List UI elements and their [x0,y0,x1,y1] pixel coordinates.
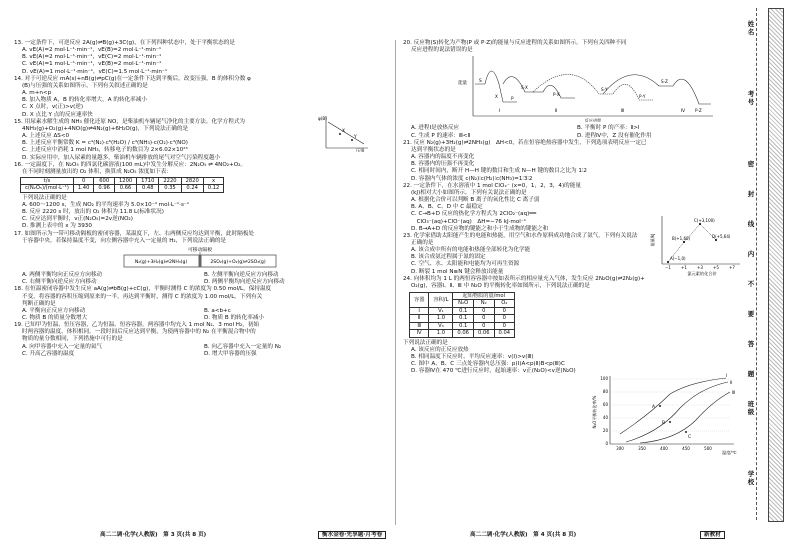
svg-text:350: 350 [638,446,646,451]
svg-text:C(+3,100): C(+3,100) [694,218,715,223]
svg-text:φ(B): φ(B) [318,116,327,121]
svg-text:S: S [479,79,482,85]
field-school: 学校 [747,470,755,486]
svg-text:S·Z: S·Z [661,79,668,85]
svg-text:N₂(g)+3H₂(g)⇌2NH₃(g): N₂(g)+3H₂(g)⇌2NH₃(g) [134,259,188,265]
question-13: 13. 一定条件下，可逆反应 2A(g)⇌B(g)+3C(g)，在下列四种状态中，处于平衡状态的是 A. vE(A)=2 mol·L⁻¹·min⁻¹，vE(B)=2 mol·L⁻¹·min⁻¹ B. vE(A)=2 mol·L⁻¹·min⁻¹，vE(C)=2 mol·L⁻¹·min⁻¹ C. vE(A)=1 mol·L⁻¹·min⁻¹，vE(B)=2 mol·L⁻¹·min⁻¹ D. vE(A)=1 mol·L⁻¹·min⁻¹，vE(C)=1.5 mol·L⁻¹·min⁻¹ [14,40,235,75]
svg-text:S·X: S·X [521,85,528,91]
q14-graph [318,114,370,152]
q22-energy-graph [650,214,742,276]
svg-text:Ⅱ: Ⅱ [555,109,558,115]
question-20: 20. 反应物(S)转化为产物(P 或 P·Z)的能量与反应进程的关系如图所示。下列有关四种不同 反应进程的说法错误的是 能量 反应进程 S X S·X P·X P S·Y P·Y S·Z P·Z Ⅰ Ⅱ Ⅲ Ⅳ A. 进程Ⅰ是放热反应 B. 平衡时 P 的产率：Ⅱ>Ⅰ C. 生成 P 的速率：Ⅲ<Ⅱ D. 进程Ⅳ中，Z 没有催化作用 [403,40,743,140]
svg-text:80: 80 [602,389,608,394]
svg-text:D(+5,64): D(+5,64) [712,234,731,239]
svg-text:60: 60 [602,402,608,407]
svg-text:P·Y: P·Y [639,94,646,100]
question-18: 18. 在恒温密闭容器中发生反应 aA(g)⇌bB(g)+cC(g)，平衡时测得 C 的浓度为 0.50 mol/L，保持温度 不变，将容器的容积压缩到原来的一半，再达到平衡时，测得 C 的浓度为 1.00 mol/L。下列有关 判断正确的是 A. 平衡向正反应方向移动 B. a<b+c C. 物质 B 的质量分数增大 D. 物质 B 的转化率减小 [14,286,272,321]
svg-text:Ⅲ: Ⅲ [732,390,735,395]
svg-text:N₂O平衡转化率/%: N₂O平衡转化率/% [592,395,597,429]
svg-text:S·Y: S·Y [601,87,608,93]
seal-char: 内 [747,250,755,258]
svg-text:Ⅲ: Ⅲ [621,109,625,115]
question-19: 19. 已知甲为恒温、恒压容器，乙为恒温、恒容容器。两容器中均充入 1 mol N₂、3 mol H₂，初始 时两容器的温度、体积相同。一段时间后反应达到平衡，为使两容器中的 N₂ 在平衡混合物中的 物质的量分数相同，下列措施中可行的是 A. 向甲容器中充入一定量的氦气 B. 向乙容器中充入一定量的 N₂ C. 升高乙容器的温度 D. 增大甲容器的压强 [14,322,282,357]
svg-text:−1: −1 [665,265,671,270]
svg-text:C: C [688,435,692,440]
question-14: 14. 对于可逆反应 mA(s)+nB(g)⇌pC(g)在一定条件下达到平衡后，改变压强，B 的体积分数 φ (B)与压强的关系如图所示，下列有关叙述正确的是 A. m+n<p B. 加入物质 A，B 的转化率增大，A 的转化率减小 C. X 点时，v(正)>v(逆) D. X 点比 Y 点的反应速率快 [14,75,251,118]
svg-text:Ⅰ: Ⅰ [499,109,501,115]
field-class: 班级 [747,400,755,416]
q16-data-table [20,177,224,193]
seal-line [756,8,757,520]
svg-text:Ⅰ: Ⅰ [726,373,728,378]
svg-text:P·Z: P·Z [695,108,702,114]
question-24: 24. 向体积均为 1 L 的两恒容容器中按如表所示的相应量充入气体，发生反应 2N₂O(g)⇌2N₂(g)+ O₂(g)，容器Ⅰ、Ⅱ、Ⅲ 中 N₂O 的平衡转化率如图所示，下列说法正确的是 容器 容积/L 起始物质的量/mol N₂O N₂ O₂ Ⅰ V₁ 0.1 0 0 Ⅱ 1.0 0.1 0 0 Ⅲ V₃ 0.1 0 0 Ⅳ 1.0 0.06 0.06 0.04 下列说法正确的是 A. 该反应的正反应放热 B. 相同温度下反应时，平均反应速率：v(Ⅰ)>v(Ⅲ) C. 图中 A、B、C 三点处容器内总压强：p(Ⅰ)A<p(Ⅱ)B<p(Ⅲ)C D. 容器Ⅳ在 470 ℃进行反应时，起始速率：v正(N₂O)<v逆(N₂O) [403,275,645,375]
svg-text:A(−1,0): A(−1,0) [670,256,686,261]
table-row: Ⅳ 1.0 0.06 0.06 0.04 [410,330,515,337]
svg-text:450: 450 [682,446,690,451]
field-exam-number: 考号 [747,90,755,106]
table-row: t/s 0 600 1200 1710 2220 2820 x [21,177,224,184]
svg-text:能量/kJ: 能量/kJ [650,233,655,247]
svg-text:Y: Y [354,135,357,140]
footer-left: 高二二调·化学(人教版) 第 3 页(共 8 页) [100,532,207,538]
svg-text:+7: +7 [729,265,735,270]
svg-text:X: X [495,94,498,100]
svg-text:300: 300 [616,446,624,451]
q17-container-diagram [14,245,386,269]
right-column [403,40,743,375]
seal-char: 封 [747,190,755,198]
svg-text:0: 0 [605,441,608,446]
question-15: 15. 用尿素水解生成的 NH₃ 催化还原 NO，是柴油机车辆尾气净化的主要方法。化学方程式为 4NH₃(g)+O₂(g)+4NO(g)⇌4N₂(g)+6H₂O(g)，下列说法正确的是 A. 上述反应 ΔS<0 B. 上述反应平衡常数 K = c⁴(N₂)·c⁶(H₂O) / c⁴(NH₃)·c(O₂)·c⁴(NO) C. 上述反应中消耗 1 mol NH₃，转移电子的数目为 2×6.02×10²³ D. 实际应用中，加入尿素的量越多，柴油机车辆排放的尾气对空气污染程度越小 [14,118,246,161]
seal-char: 要 [747,310,755,318]
footer-right-page: 高二二调·化学(人教版) 第 4 页(共 8 页) [470,532,577,538]
svg-text:反应进程: 反应进程 [584,118,602,123]
table-row: Ⅲ V₃ 0.1 0 0 [410,322,515,329]
svg-text:A: A [652,405,656,410]
svg-text:P: P [511,96,514,102]
q20-energy-diagram [403,54,743,122]
svg-text:100: 100 [600,376,608,381]
svg-text:B(+1,60): B(+1,60) [672,236,691,241]
q24-data-table [409,292,515,337]
svg-text:氯元素的化合价: 氯元素的化合价 [687,271,717,276]
seal-char: 不 [747,280,755,288]
svg-text:可移动隔板: 可移动隔板 [188,247,212,253]
svg-text:500: 500 [704,446,712,451]
svg-text:400: 400 [660,446,668,451]
svg-text:40: 40 [602,415,608,420]
svg-text:能量: 能量 [458,81,467,87]
svg-text:+1: +1 [681,265,687,270]
seal-char: 密 [747,160,755,168]
q24-conversion-graph [590,372,740,458]
svg-text:温度/℃: 温度/℃ [722,450,737,455]
svg-text:Ⅱ: Ⅱ [730,380,733,385]
field-name: 姓名 [747,20,755,36]
question-23: 23. 化学家借助太阳能产生的电能和热能，用空气和水作原料成功地合成了氨气。下列有关说法 正确的是 A. 该合成中所有的电能和热能全部转化为化学能 B. 该合成氨过程属于氮的固定 C. 空气、水、太阳能和电能均为可再生资源 D. 断裂 1 mol N≡N 键会释放出能量 [403,232,638,275]
footer-brand: 衡水金卷·先享题·月考卷 [318,531,386,539]
svg-text:Ⅳ: Ⅳ [681,109,686,115]
seal-char: 答 [747,340,755,348]
table-row: Ⅰ V₁ 0.1 0 0 [410,307,515,314]
column-divider [395,40,396,525]
svg-text:+3: +3 [697,265,703,270]
table-row: Ⅱ 1.0 0.1 0 0 [410,315,515,322]
seal-char: 题 [747,370,755,378]
svg-text:B: B [662,421,666,426]
question-17: 17. 如图所示为一带可移动隔板的密闭容器，某温度下，左、右两侧反应均达到平衡，此时隔板处 于容器中央。若保持温度不变，向左侧容器中充入一定量的 H₂，下列说法正确的是 可移动隔板 N₂(g)+3H₂(g)⇌2NH₃(g) 2SO₂(g)+O₂(g)⇌2SO₃(g) A. 两侧平衡均向正反应方向移动 B. 左侧平衡向逆反应方向移动 C. 右侧平衡向逆反应方向移动 D. 两侧平衡均向逆反应方向移动 [14,231,386,287]
svg-text:X: X [342,129,346,134]
table-row: N₂O N₂ O₂ [410,300,515,307]
svg-text:20: 20 [602,428,608,433]
svg-text:P·X: P·X [553,92,560,98]
table-row: 容器 容积/L 起始物质的量/mol [410,293,515,300]
svg-text:压强: 压强 [356,148,365,152]
question-16: 16. 一定温度下，在 N₂O₅ 的四氯化碳溶液(100 mL)中发生分解反应：2N₂O₅ ⇌ 4NO₂+O₂。 在不同时刻测量放出的 O₂ 体积，换算成 N₂O₅ 浓度如下表： t/s 0 600 1200 1710 2220 2820 x c(N₂O₅)/(mol·L⁻¹) 1.40 0.96 0.66 0.48 0.35 0.24 0.12 下列说法正确的是 A. 600～1200 s，生成 NO₂ 的平均速率为 5.0×10⁻⁴ mol·L⁻¹·s⁻¹ B. 反应 2220 s 时，放出的 O₂ 体积为 11.8 L(标准状况) C. 反应达到平衡时，v正(N₂O₅)=2v逆(NO₂) D. 推测上表中的 x 为 3930 [14,161,246,230]
svg-text:2SO₂(g)+O₂(g)⇌2SO₃(g): 2SO₂(g)+O₂(g)⇌2SO₃(g) [210,259,266,265]
question-21: 21. 反应 N₂(g)+3H₂(g)⇌2NH₃(g) ΔH<0，若在恒容绝热容器中发生，下列选项表明反应一定已 达到平衡状态的是 A. 容器内的温度不再变化 B. 容器内的压强不再变化 C. 相同时间内，断开 H—H 键的数目和生成 N—H 键的数目之比为 1∶2 D. 容器内气体的浓度 c(N₂)∶c(H₂)∶c(NH₃)=1∶3∶2 [403,139,647,182]
binding-hatch [768,8,784,522]
question-22: 22. 一定条件下，在水溶液中 1 mol ClOₓ⁻ (x=0，1，2，3，4)的能量 (kJ)相对大小如图所示。下列有关说法正确的是 A. 根据化合价可以判断 B 离子的氧化性比 C 离子弱 B. A、B、C、D 中 C 最稳定 C. C→B+D 反应的热化学方程式为 2ClO₂⁻(aq)══ ClO₃⁻(aq)+ClO⁻(aq) ΔH=−76 kJ·mol⁻¹ D. B→A+D 的反应物的键能之和小于生成物的键能之和 [403,182,581,232]
seal-char: 线 [747,220,755,228]
svg-text:+5: +5 [713,265,719,270]
footer-tag: 新教材 [700,531,725,539]
table-row: c(N₂O₅)/(mol·L⁻¹) 1.40 0.96 0.66 0.48 0.35 0.24 0.12 [21,185,224,192]
left-column [14,40,386,358]
